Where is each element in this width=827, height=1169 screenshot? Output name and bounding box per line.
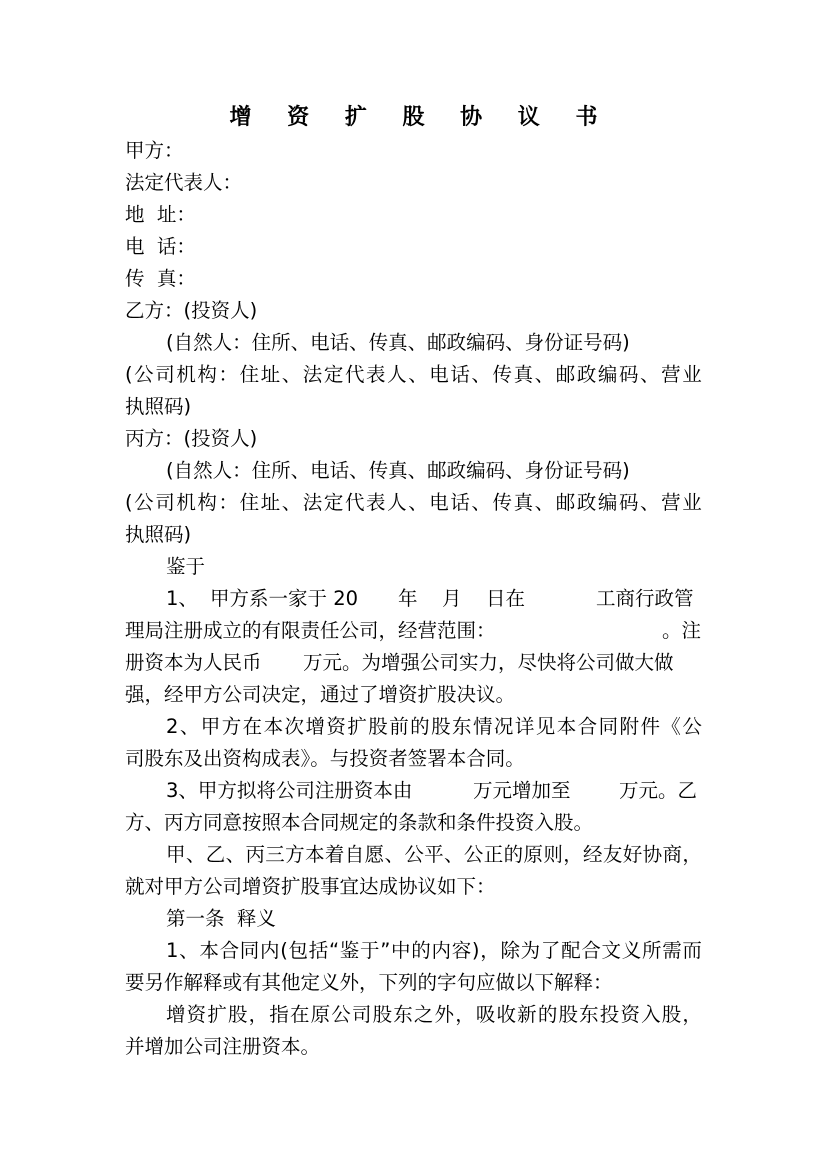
p1-day: 日在: [486, 587, 526, 610]
p1-month: 月: [442, 587, 462, 610]
p1-line3-a: 册资本为人民币: [125, 651, 262, 674]
p1-year: 年: [398, 587, 418, 610]
party-b-company-line2: 执照码): [125, 395, 192, 418]
a1p2-line2: 并增加公司注册资本。: [125, 1035, 321, 1058]
p2-line2: 司股东及出资构成表》。与投资者签署本合同。: [125, 747, 525, 770]
party-c-label: 丙方：(投资人): [125, 427, 258, 450]
p3-line2: 方、丙方同意按照本合同规定的条款和条件投资入股。: [125, 811, 594, 834]
a1p1-line1: 1 、 本 合 同 内 ( 包 括 “ 鉴 于 ” 中 的 内 容 ) ， 除 为 了 配 合 文 义 所 需 而: [166, 939, 702, 962]
p2-line1: 2 、 甲 方 在 本 次 增 资 扩 股 前 的 股 东 情 况 详 见 本 合 同 附 件 《 公: [166, 715, 702, 738]
party-c-company-line2: 执照码): [125, 523, 192, 546]
p4-line2: 就对甲方公司增资扩股事宜达成协议如下：: [125, 875, 496, 898]
p1-line3-b: 万元。为增强公司实力，尽快将公司做大做: [303, 651, 674, 674]
p1-line2-a: 理局注册成立的有限责任公司，经营范围：: [125, 619, 496, 642]
phone-label: 电 话：: [125, 235, 196, 258]
p4-line1: 甲 、 乙 、 丙 三 方 本 着 自 愿 、 公 平 、 公 正 的 原 则 ， 经 友 好 协 商 ，: [166, 843, 702, 866]
party-b-company-line1: ( 公 司 机 构 ： 住 址 、 法 定 代 表 人 、 电 话 、 传 真 、 邮 政 编 码 、 营 业: [125, 363, 702, 386]
p1-line4: 强，经甲方公司决定，通过了增资扩股决议。: [125, 683, 516, 706]
article-1-heading: 第一条 释义: [166, 907, 276, 930]
party-b-label: 乙方：(投资人): [125, 299, 258, 322]
fax-label: 传 真：: [125, 267, 196, 290]
p1-line2-b: 。注: [662, 619, 702, 642]
p1-text-f: 工商行政管: [596, 587, 694, 610]
party-b-natural-person: (自然人：住所、电话、传真、邮政编码、身份证号码): [166, 331, 630, 354]
p1-number: 1、: [166, 587, 198, 610]
a1p1-line2: 要另作解释或有其他定义外，下列的字句应做以下解释：: [125, 971, 613, 994]
party-a-label: 甲方：: [125, 139, 184, 162]
party-c-natural-person: (自然人：住所、电话、传真、邮政编码、身份证号码): [166, 459, 630, 482]
document-title: 增 资 扩 股 协 议 书: [229, 105, 612, 130]
a1p2-line1: 增 资 扩 股 ， 指 在 原 公 司 股 东 之 外 ， 吸 收 新 的 股 东 投 资 入 股 ，: [166, 1003, 702, 1026]
p1-text-a: 甲方系一家于 20: [210, 587, 359, 610]
p3-text-a: 3、甲方拟将公司注册资本由: [166, 779, 413, 802]
address-label: 地 址：: [125, 203, 196, 226]
p3-text-b: 万元增加至: [473, 779, 571, 802]
party-c-company-line1: ( 公 司 机 构 ： 住 址 、 法 定 代 表 人 、 电 话 、 传 真 、 邮 政 编 码 、 营 业: [125, 491, 702, 514]
p3-text-c: 万元。乙: [619, 779, 698, 802]
legal-rep-label: 法定代表人：: [125, 171, 243, 194]
whereas-heading: 鉴于: [166, 555, 206, 578]
